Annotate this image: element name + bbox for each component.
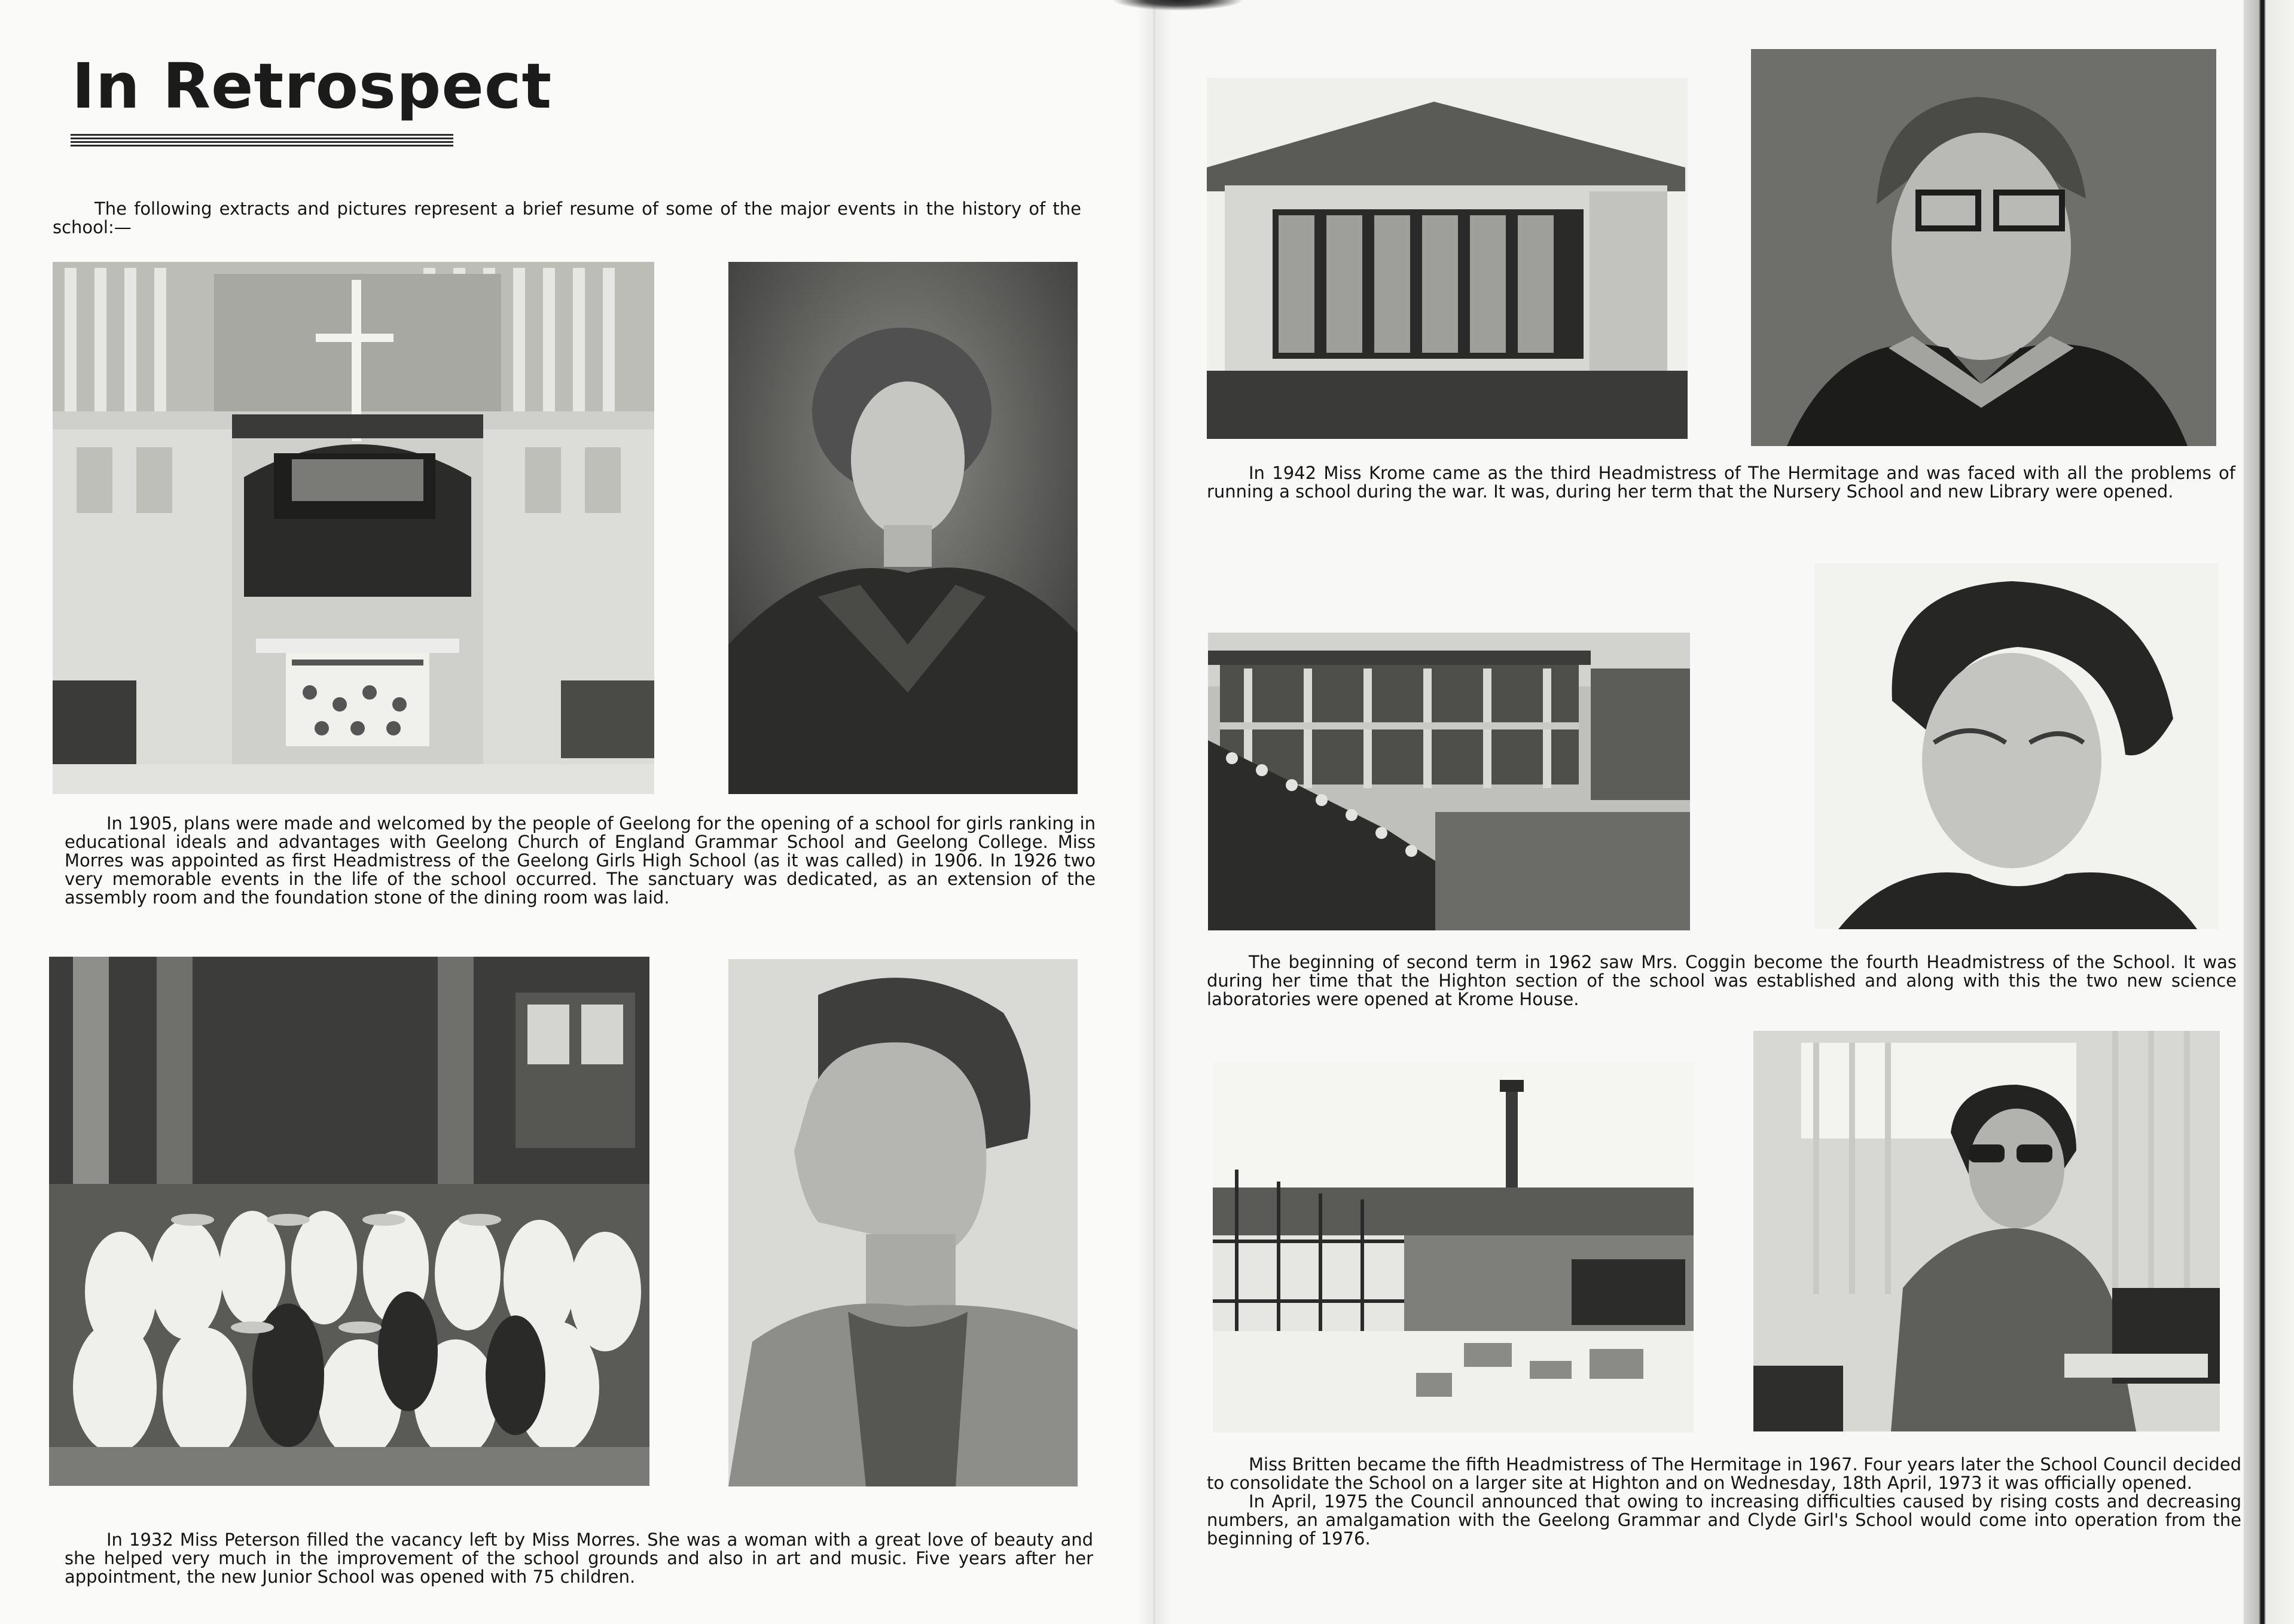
intro-text	[53, 200, 1081, 237]
caption-1932-text: In 1932 Miss Peterson filled the vacancy left by Miss Morres. She was a woman with a great love of beauty and she helped very much in the improvement of the school grounds and also in art and music. Five years after her appointment, the new Junior School was opened with 75 children.	[65, 1530, 1093, 1587]
page-title: In Retrospect	[72, 50, 553, 123]
page-tear	[1112, 0, 1244, 11]
caption-1962-text: The beginning of second term in 1962 saw Mrs. Coggin become the fourth Headmistress of the School. It was during her time that the Highton section of the school was established and along with this the two new science laboratories were opened at Krome House.	[1207, 952, 2237, 1009]
sanctuary-photo	[53, 262, 654, 794]
library-photo	[1207, 78, 1688, 439]
caption-1932	[65, 1531, 1093, 1586]
peterson-portrait	[728, 959, 1078, 1486]
caption-1942-text: In 1942 Miss Krome came as the third Headmistress of The Hermitage and was faced with all the problems of running a school during the war. It was, during her term that the Nursery School and new Library were opened.	[1207, 463, 2235, 502]
coggin-portrait	[1814, 563, 2219, 929]
britten-photo	[1753, 1031, 2220, 1431]
caption-1962	[1207, 953, 2237, 1009]
caption-1942	[1207, 464, 2235, 501]
morres-portrait	[728, 262, 1078, 794]
caption-1905-text: In 1905, plans were made and welcomed by the people of Geelong for the opening of a school for girls ranking in educational ideals and advantages with Geelong Church of England Grammar School and Geelong College. Miss Morres was appointed as first Headmistress of the Geelong Girls High School (as it was called) in 1906. In 1926 two very memorable events in the life of the school occurred. The sanctuary was dedicated, as an extension of the assembly room and the foundation stone of the dining room was laid.	[65, 813, 1096, 908]
caption-1905	[65, 814, 1096, 907]
students-group-photo	[49, 957, 649, 1486]
title-underline	[71, 134, 453, 147]
binding-gutter	[1136, 0, 1172, 1624]
intro-paragraph: The following extracts and pictures represent a brief resume of some of the major events in the history of the school:—	[53, 199, 1081, 237]
construction-photo	[1213, 1062, 1694, 1433]
caption-1967-1975	[1207, 1455, 2241, 1548]
krome-portrait	[1751, 49, 2216, 446]
caption-1967-text: Miss Britten became the fifth Headmistress of The Hermitage in 1967. Four years later the School Council decided to consolidate the School on a larger site at Highton and on Wednesday, 18th April, 1973 it was officially opened.	[1207, 1454, 2241, 1493]
caption-1975-text: In April, 1975 the Council announced that owing to increasing difficulties caused by rising costs and decreasing numbers, an amalgamation with the Geelong Grammar and Clyde Girl's School would come into operation from the beginning of 1976.	[1207, 1491, 2241, 1549]
page-edge	[2244, 0, 2294, 1624]
laboratories-photo	[1208, 633, 1690, 930]
